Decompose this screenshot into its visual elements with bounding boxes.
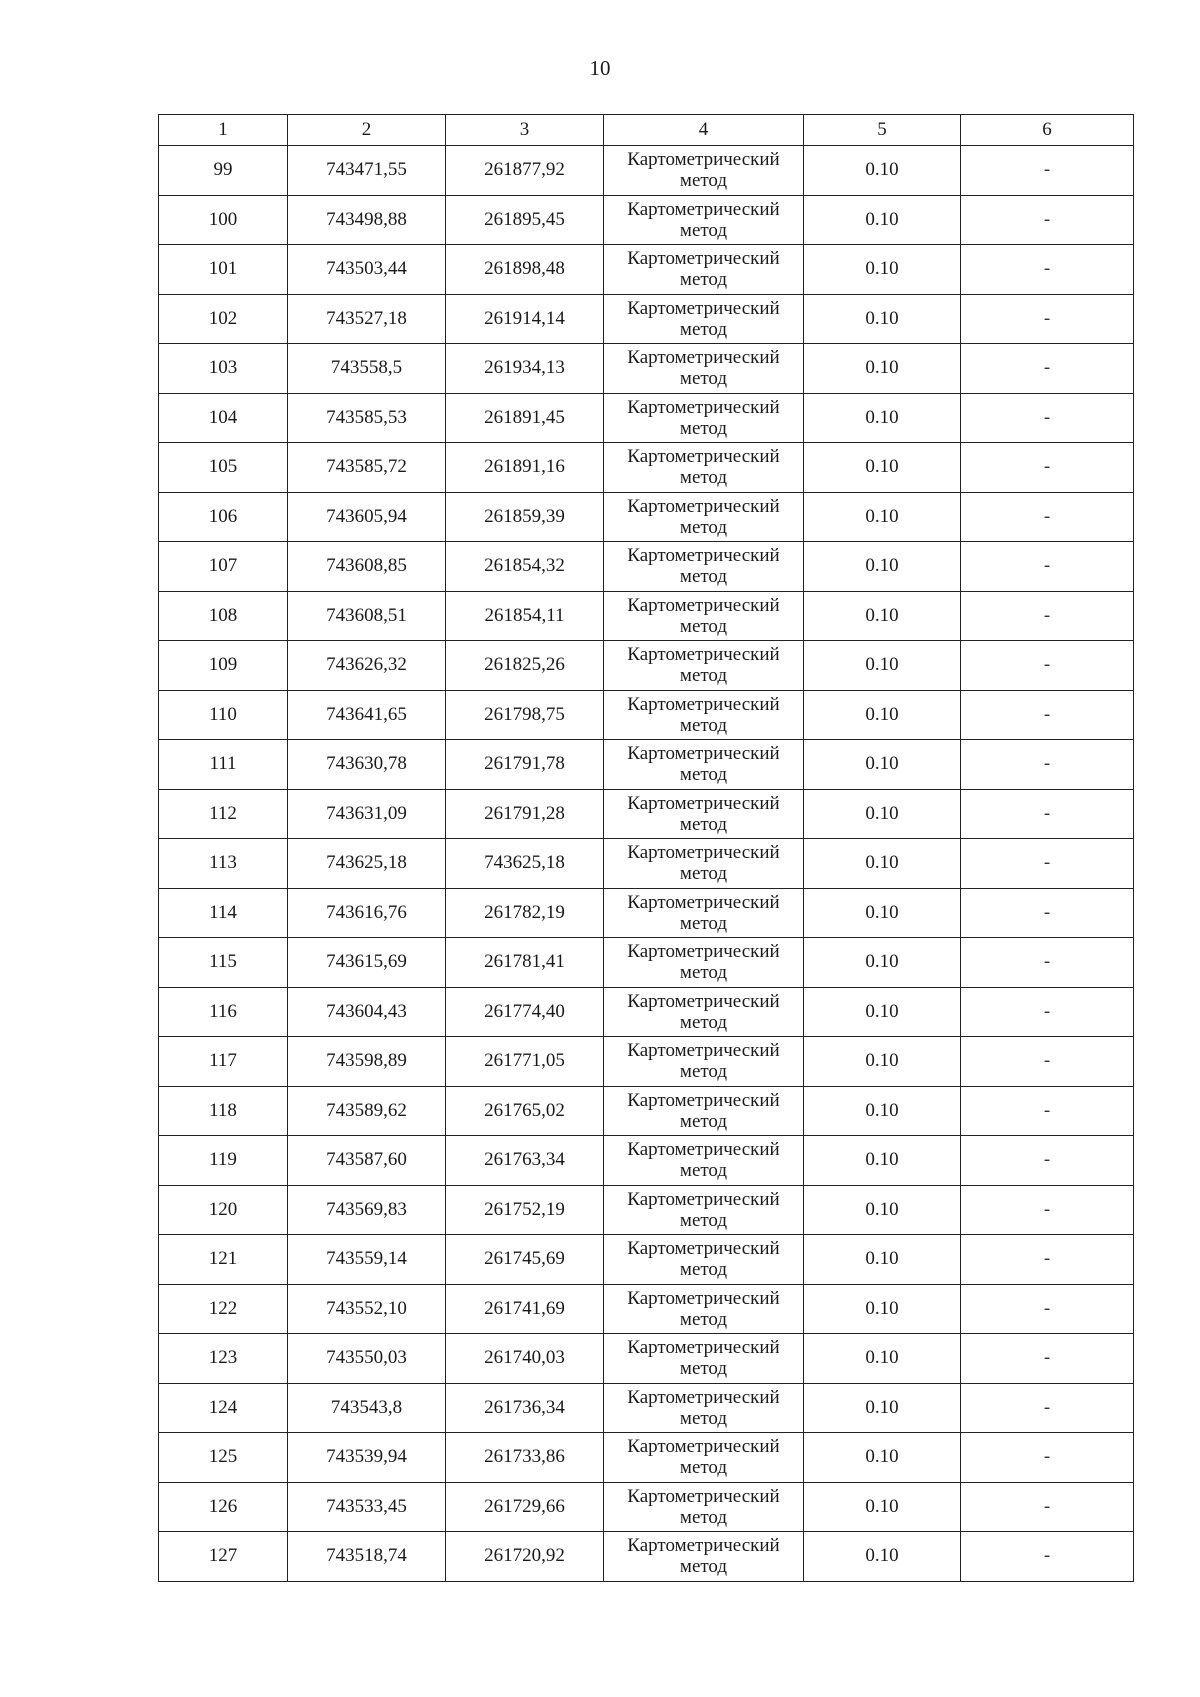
x-coordinate-cell: 743589,62 [288,1086,446,1136]
method-cell [604,492,804,542]
description-cell: - [961,789,1134,839]
description-cell: - [961,195,1134,245]
point-number-cell: 122 [159,1284,288,1334]
x-coordinate-cell: 743518,74 [288,1532,446,1582]
point-number-cell: 101 [159,245,288,295]
method-text: метод [679,467,728,489]
description-cell: - [961,1037,1134,1087]
point-number-cell: 127 [159,1532,288,1582]
accuracy-cell: 0.10 [804,1482,961,1532]
method-text: метод [679,417,728,439]
accuracy-cell: 0.10 [804,1185,961,1235]
method-text: метод [679,1259,728,1281]
accuracy-cell: 0.10 [804,245,961,295]
method-cell [604,1482,804,1532]
column-header: 2 [288,115,446,146]
y-coordinate-cell: 261891,16 [446,443,604,493]
method-text: Картометрический [627,446,780,468]
method-text: Картометрический [627,495,780,517]
y-coordinate-cell: 261791,78 [446,740,604,790]
table-row [159,1334,1134,1384]
y-coordinate-cell: 261733,86 [446,1433,604,1483]
point-number-cell: 113 [159,839,288,889]
x-coordinate-cell: 743625,18 [288,839,446,889]
table-row [159,1086,1134,1136]
point-number-cell: 120 [159,1185,288,1235]
point-number-cell: 126 [159,1482,288,1532]
method-cell [604,1532,804,1582]
x-coordinate-cell: 743585,72 [288,443,446,493]
method-text: метод [679,912,728,934]
point-number-cell: 124 [159,1383,288,1433]
method-text: метод [679,1457,728,1479]
method-cell [604,987,804,1037]
y-coordinate-cell: 261798,75 [446,690,604,740]
point-number-cell: 100 [159,195,288,245]
method-cell [604,740,804,790]
method-cell [604,393,804,443]
method-text: метод [679,269,728,291]
column-header: 4 [604,115,804,146]
table-row [159,146,1134,196]
method-text: метод [679,368,728,390]
table-row [159,740,1134,790]
method-cell [604,1185,804,1235]
point-number-cell: 111 [159,740,288,790]
method-text: метод [679,863,728,885]
table-row [159,641,1134,691]
accuracy-cell: 0.10 [804,1383,961,1433]
y-coordinate-cell: 743625,18 [446,839,604,889]
method-text: Картометрический [627,198,780,220]
table-row [159,393,1134,443]
y-coordinate-cell: 261740,03 [446,1334,604,1384]
coordinates-table [158,114,1134,1582]
method-text: Картометрический [627,1485,780,1507]
point-number-cell: 125 [159,1433,288,1483]
point-number-cell: 116 [159,987,288,1037]
table-row [159,245,1134,295]
column-header: 6 [961,115,1134,146]
method-text: Картометрический [627,990,780,1012]
table-row [159,1532,1134,1582]
point-number-cell: 107 [159,542,288,592]
accuracy-cell: 0.10 [804,690,961,740]
method-text: Картометрический [627,1238,780,1260]
point-number-cell: 104 [159,393,288,443]
table-row [159,888,1134,938]
method-text: метод [679,1358,728,1380]
description-cell: - [961,1086,1134,1136]
method-cell [604,195,804,245]
y-coordinate-cell: 261720,92 [446,1532,604,1582]
table-row [159,1185,1134,1235]
table-row [159,492,1134,542]
method-text: метод [679,1556,728,1578]
x-coordinate-cell: 743558,5 [288,344,446,394]
method-text: Картометрический [627,644,780,666]
x-coordinate-cell: 743616,76 [288,888,446,938]
table-row [159,542,1134,592]
method-text: метод [679,219,728,241]
point-number-cell: 123 [159,1334,288,1384]
point-number-cell: 110 [159,690,288,740]
accuracy-cell: 0.10 [804,492,961,542]
x-coordinate-cell: 743641,65 [288,690,446,740]
point-number-cell: 109 [159,641,288,691]
method-cell [604,1235,804,1285]
y-coordinate-cell: 261914,14 [446,294,604,344]
method-text: Картометрический [627,545,780,567]
method-cell [604,839,804,889]
method-text: Картометрический [627,1139,780,1161]
x-coordinate-cell: 743550,03 [288,1334,446,1384]
description-cell: - [961,146,1134,196]
page-number: 10 [589,56,611,80]
x-coordinate-cell: 743539,94 [288,1433,446,1483]
x-coordinate-cell: 743471,55 [288,146,446,196]
table-row [159,1482,1134,1532]
method-cell [604,888,804,938]
accuracy-cell: 0.10 [804,1284,961,1334]
point-number-cell: 105 [159,443,288,493]
method-text: Картометрический [627,842,780,864]
x-coordinate-cell: 743559,14 [288,1235,446,1285]
y-coordinate-cell: 261781,41 [446,938,604,988]
description-cell: - [961,245,1134,295]
x-coordinate-cell: 743630,78 [288,740,446,790]
x-coordinate-cell: 743585,53 [288,393,446,443]
x-coordinate-cell: 743608,85 [288,542,446,592]
y-coordinate-cell: 261752,19 [446,1185,604,1235]
method-text: метод [679,318,728,340]
method-text: метод [679,566,728,588]
y-coordinate-cell: 261859,39 [446,492,604,542]
method-cell [604,1086,804,1136]
y-coordinate-cell: 261825,26 [446,641,604,691]
accuracy-cell: 0.10 [804,344,961,394]
x-coordinate-cell: 743533,45 [288,1482,446,1532]
table-row [159,1136,1134,1186]
method-cell [604,1433,804,1483]
point-number-cell: 108 [159,591,288,641]
method-cell [604,245,804,295]
x-coordinate-cell: 743498,88 [288,195,446,245]
table-row [159,443,1134,493]
description-cell: - [961,1532,1134,1582]
accuracy-cell: 0.10 [804,1086,961,1136]
method-text: метод [679,516,728,538]
method-text: Картометрический [627,1040,780,1062]
table-row [159,1433,1134,1483]
accuracy-cell: 0.10 [804,641,961,691]
y-coordinate-cell: 261745,69 [446,1235,604,1285]
method-text: метод [679,1506,728,1528]
x-coordinate-cell: 743587,60 [288,1136,446,1186]
y-coordinate-cell: 261782,19 [446,888,604,938]
method-cell [604,1136,804,1186]
method-text: Картометрический [627,1436,780,1458]
method-text: метод [679,1209,728,1231]
accuracy-cell: 0.10 [804,1334,961,1384]
method-text: метод [679,962,728,984]
method-text: Картометрический [627,594,780,616]
method-text: Картометрический [627,1337,780,1359]
description-cell: - [961,542,1134,592]
x-coordinate-cell: 743543,8 [288,1383,446,1433]
description-cell: - [961,344,1134,394]
method-text: Картометрический [627,396,780,418]
x-coordinate-cell: 743527,18 [288,294,446,344]
description-cell: - [961,1334,1134,1384]
point-number-cell: 115 [159,938,288,988]
point-number-cell: 118 [159,1086,288,1136]
method-text: метод [679,665,728,687]
description-cell: - [961,1185,1134,1235]
description-cell: - [961,641,1134,691]
method-text: Картометрический [627,693,780,715]
method-cell [604,641,804,691]
method-text: Картометрический [627,1287,780,1309]
table-row [159,690,1134,740]
y-coordinate-cell: 261854,32 [446,542,604,592]
method-text: метод [679,1061,728,1083]
table-row [159,294,1134,344]
y-coordinate-cell: 261891,45 [446,393,604,443]
x-coordinate-cell: 743569,83 [288,1185,446,1235]
accuracy-cell: 0.10 [804,740,961,790]
accuracy-cell: 0.10 [804,1235,961,1285]
x-coordinate-cell: 743598,89 [288,1037,446,1087]
method-cell [604,938,804,988]
accuracy-cell: 0.10 [804,1037,961,1087]
description-cell: - [961,938,1134,988]
method-text: Картометрический [627,792,780,814]
accuracy-cell: 0.10 [804,839,961,889]
x-coordinate-cell: 743631,09 [288,789,446,839]
x-coordinate-cell: 743552,10 [288,1284,446,1334]
method-text: Картометрический [627,297,780,319]
table-row [159,1235,1134,1285]
table-row [159,789,1134,839]
y-coordinate-cell: 261791,28 [446,789,604,839]
accuracy-cell: 0.10 [804,1433,961,1483]
table-row [159,1037,1134,1087]
y-coordinate-cell: 261898,48 [446,245,604,295]
method-cell [604,443,804,493]
description-cell: - [961,1383,1134,1433]
method-text: метод [679,1011,728,1033]
x-coordinate-cell: 743615,69 [288,938,446,988]
description-cell: - [961,690,1134,740]
method-text: метод [679,615,728,637]
table-row [159,1383,1134,1433]
point-number-cell: 119 [159,1136,288,1186]
description-cell: - [961,294,1134,344]
method-text: метод [679,1160,728,1182]
accuracy-cell: 0.10 [804,789,961,839]
y-coordinate-cell: 261765,02 [446,1086,604,1136]
method-cell [604,344,804,394]
description-cell: - [961,393,1134,443]
method-text: Картометрический [627,149,780,171]
point-number-cell: 99 [159,146,288,196]
table-row [159,839,1134,889]
point-number-cell: 103 [159,344,288,394]
accuracy-cell: 0.10 [804,294,961,344]
method-text: метод [679,1407,728,1429]
point-number-cell: 106 [159,492,288,542]
y-coordinate-cell: 261854,11 [446,591,604,641]
description-cell: - [961,740,1134,790]
method-text: метод [679,170,728,192]
accuracy-cell: 0.10 [804,1532,961,1582]
point-number-cell: 114 [159,888,288,938]
method-text: метод [679,1308,728,1330]
y-coordinate-cell: 261934,13 [446,344,604,394]
table-row [159,344,1134,394]
x-coordinate-cell: 743503,44 [288,245,446,295]
table-row [159,938,1134,988]
method-text: метод [679,764,728,786]
table-row [159,591,1134,641]
method-cell [604,1037,804,1087]
method-text: метод [679,714,728,736]
method-cell [604,690,804,740]
column-header: 3 [446,115,604,146]
column-header: 1 [159,115,288,146]
y-coordinate-cell: 261877,92 [446,146,604,196]
description-cell: - [961,443,1134,493]
accuracy-cell: 0.10 [804,393,961,443]
accuracy-cell: 0.10 [804,1136,961,1186]
description-cell: - [961,888,1134,938]
method-text: Картометрический [627,347,780,369]
description-cell: - [961,1433,1134,1483]
method-text: Картометрический [627,1188,780,1210]
accuracy-cell: 0.10 [804,888,961,938]
point-number-cell: 102 [159,294,288,344]
method-text: Картометрический [627,1535,780,1557]
description-cell: - [961,591,1134,641]
accuracy-cell: 0.10 [804,195,961,245]
y-coordinate-cell: 261729,66 [446,1482,604,1532]
x-coordinate-cell: 743605,94 [288,492,446,542]
y-coordinate-cell: 261895,45 [446,195,604,245]
point-number-cell: 117 [159,1037,288,1087]
method-cell [604,146,804,196]
description-cell: - [961,1482,1134,1532]
table-row [159,1284,1134,1334]
point-number-cell: 112 [159,789,288,839]
method-cell [604,591,804,641]
method-text: Картометрический [627,248,780,270]
method-text: Картометрический [627,941,780,963]
accuracy-cell: 0.10 [804,443,961,493]
accuracy-cell: 0.10 [804,542,961,592]
table-row [159,195,1134,245]
accuracy-cell: 0.10 [804,591,961,641]
accuracy-cell: 0.10 [804,146,961,196]
x-coordinate-cell: 743626,32 [288,641,446,691]
description-cell: - [961,492,1134,542]
method-text: Картометрический [627,1089,780,1111]
y-coordinate-cell: 261736,34 [446,1383,604,1433]
column-header: 5 [804,115,961,146]
point-number-cell: 121 [159,1235,288,1285]
table-row [159,987,1134,1037]
y-coordinate-cell: 261741,69 [446,1284,604,1334]
description-cell: - [961,1136,1134,1186]
method-cell [604,294,804,344]
method-cell [604,789,804,839]
y-coordinate-cell: 261763,34 [446,1136,604,1186]
description-cell: - [961,1284,1134,1334]
method-text: Картометрический [627,891,780,913]
table-body [159,146,1134,1582]
y-coordinate-cell: 261774,40 [446,987,604,1037]
x-coordinate-cell: 743604,43 [288,987,446,1037]
method-text: Картометрический [627,743,780,765]
method-text: метод [679,813,728,835]
table-header-row [159,115,1134,146]
method-text: метод [679,1110,728,1132]
method-cell [604,1284,804,1334]
method-text: Картометрический [627,1386,780,1408]
y-coordinate-cell: 261771,05 [446,1037,604,1087]
accuracy-cell: 0.10 [804,938,961,988]
x-coordinate-cell: 743608,51 [288,591,446,641]
description-cell: - [961,839,1134,889]
method-cell [604,1334,804,1384]
description-cell: - [961,1235,1134,1285]
accuracy-cell: 0.10 [804,987,961,1037]
description-cell: - [961,987,1134,1037]
method-cell [604,1383,804,1433]
method-cell [604,542,804,592]
